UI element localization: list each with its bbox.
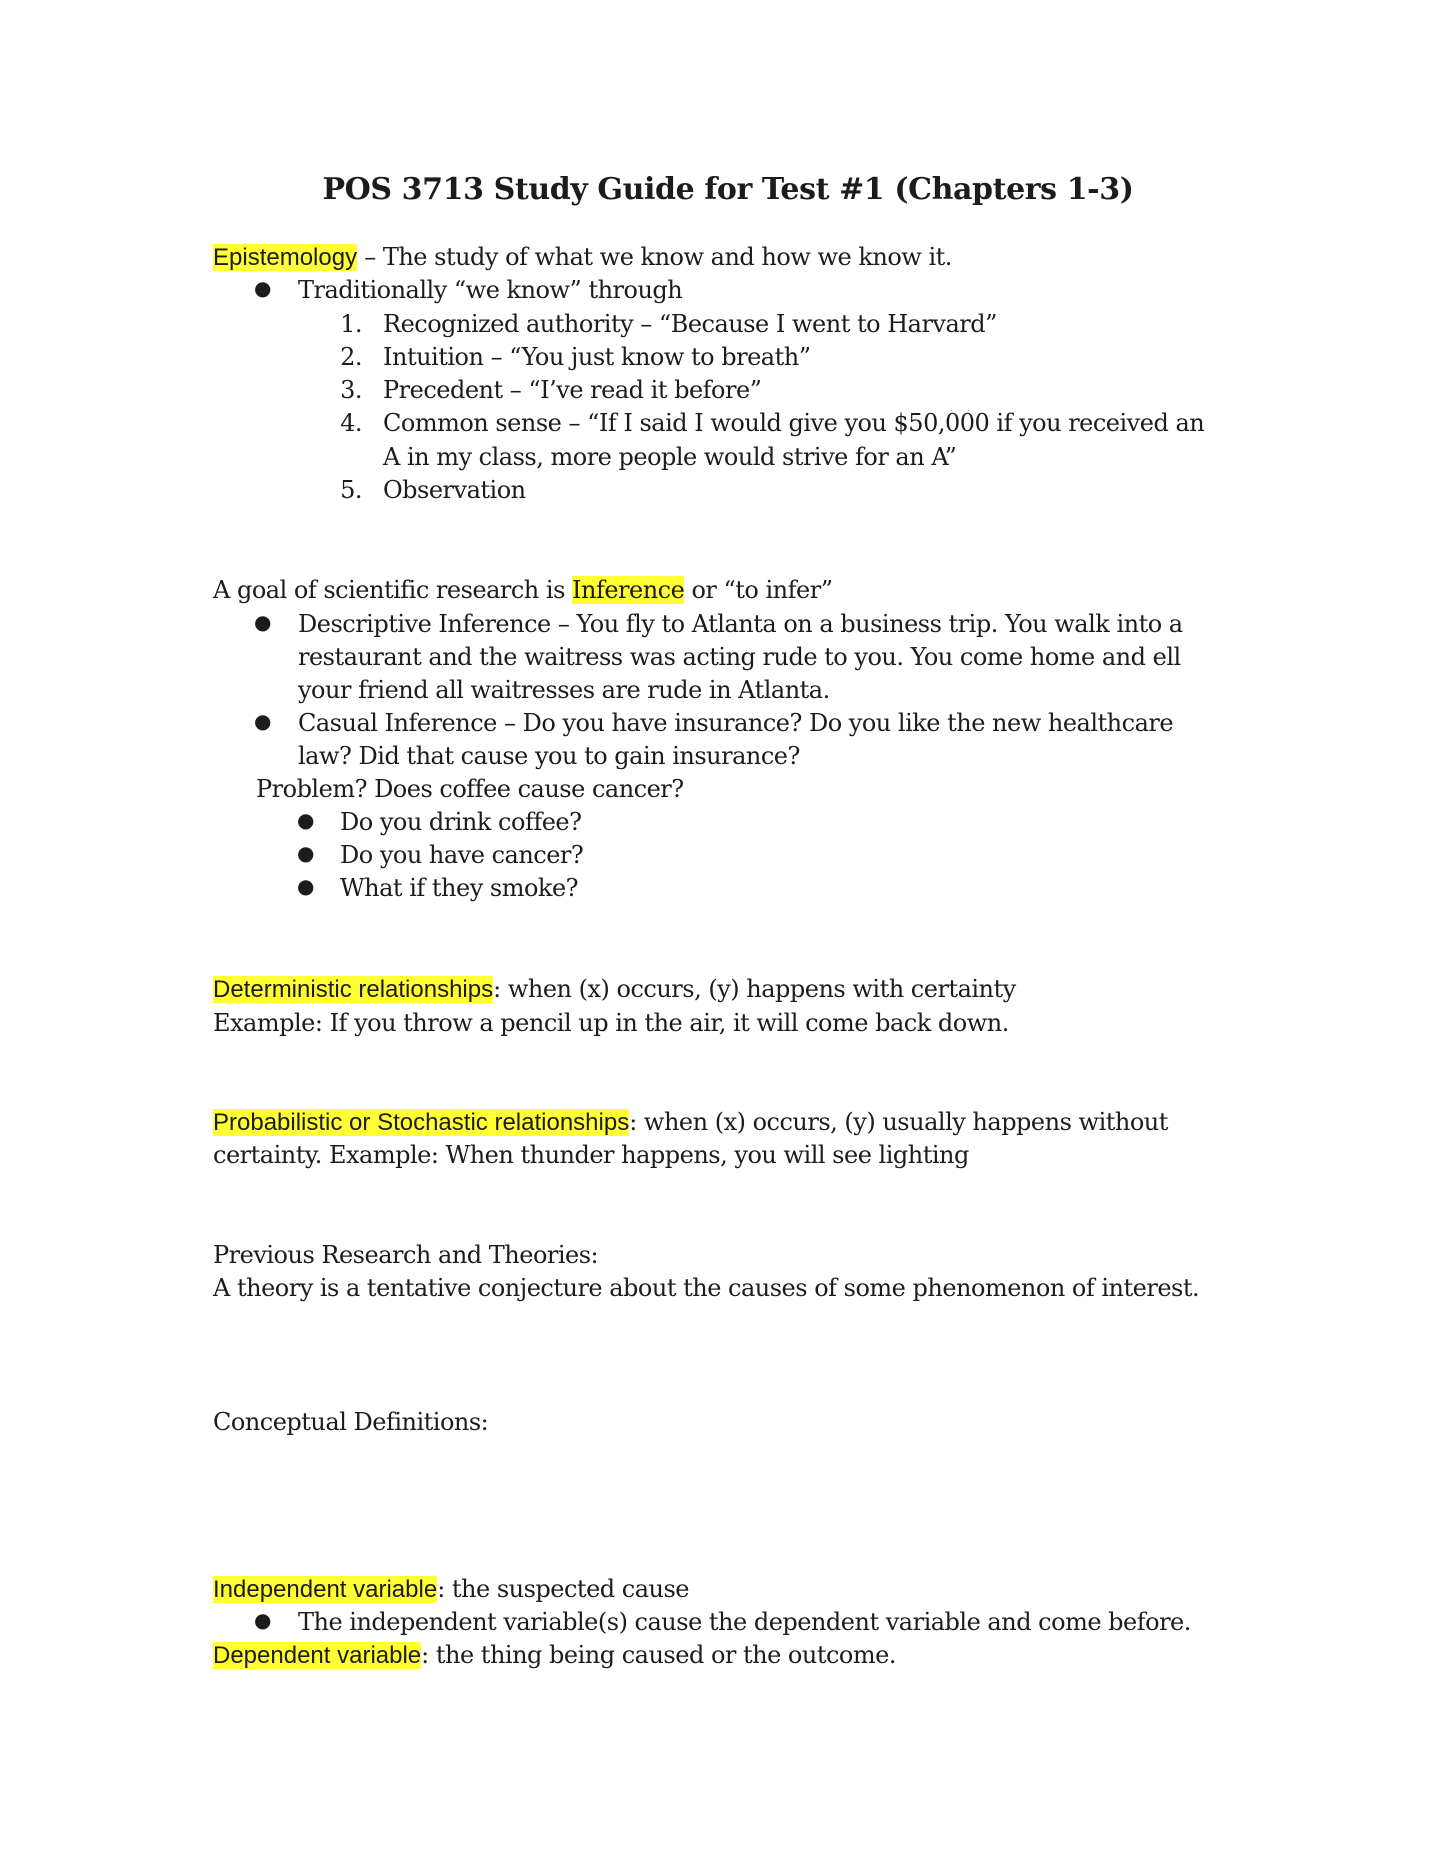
independent-variable-term: Independent variable [213,1576,438,1603]
inference-term: Inference [572,576,685,604]
deterministic-definition [213,973,1016,1006]
independent-variable-note: The independent variable(s) cause the dependent variable and come before. [298,1608,1191,1636]
probabilistic-term: Probabilistic or Stochastic relationships [213,1109,630,1136]
bullet-icon: ● [254,709,271,733]
deterministic-example: Example: If you throw a pencil up in the air, it will come back down. [213,1009,1009,1037]
descriptive-inference-line: Descriptive Inference – You fly to Atlanta on a business trip. You walk into a [298,610,1183,638]
probabilistic-def-text: : when (x) occurs, (y) usually happens without [629,1108,1168,1136]
list-item: Precedent – “I’ve read it before” [383,376,762,404]
probabilistic-example: certainty. Example: When thunder happens, you will see lighting [213,1141,969,1169]
list-number: 4. [340,409,362,437]
list-item: Common sense – “If I said I would give you $50,000 if you received an [383,409,1205,437]
theories-heading: Previous Research and Theories: [213,1241,599,1269]
epistemology-definition [213,241,952,274]
casual-inference-line: Casual Inference – Do you have insurance? Do you like the new healthcare [298,709,1174,737]
epistemology-term: Epistemology [213,244,358,271]
theory-definition: A theory is a tentative conjecture about the causes of some phenomenon of interest. [213,1274,1200,1302]
conceptual-definitions-heading: Conceptual Definitions: [213,1408,489,1436]
independent-variable-definition [213,1573,689,1606]
list-item-continuation: A in my class, more people would strive for an A” [383,443,957,471]
bullet-icon: ● [297,808,314,832]
epistemology-bullet: Traditionally “we know” through [298,276,683,304]
list-number: 5. [340,476,362,504]
independent-def-text: : the suspected cause [437,1575,689,1603]
list-number: 1. [340,310,362,338]
list-item: Recognized authority – “Because I went to Harvard” [383,310,997,338]
bullet-icon: ● [297,841,314,865]
page-title: POS 3713 Study Guide for Test #1 (Chapters 1-3) [322,172,1134,207]
epistemology-definition-text: – The study of what we know and how we know it. [357,243,952,271]
descriptive-inference-line: your friend all waitresses are rude in Atlanta. [298,676,830,704]
problem-item: What if they smoke? [340,874,579,902]
list-item: Intuition – “You just know to breath” [383,343,811,371]
bullet-icon: ● [254,276,271,300]
dependent-variable-definition [213,1639,896,1672]
bullet-icon: ● [254,610,271,634]
dependent-variable-term: Dependent variable [213,1642,422,1669]
bullet-icon: ● [254,1608,271,1632]
problem-question: Problem? Does coffee cause cancer? [256,775,684,803]
inference-intro-text: A goal of scientific research is [213,576,573,604]
probabilistic-definition [213,1106,1168,1139]
list-number: 2. [340,343,362,371]
descriptive-inference-line: restaurant and the waitress was acting rude to you. You come home and ell [298,643,1181,671]
inference-intro-suffix: or “to infer” [684,576,833,604]
list-number: 3. [340,376,362,404]
problem-item: Do you have cancer? [340,841,584,869]
deterministic-def-text: : when (x) occurs, (y) happens with certainty [493,975,1016,1003]
deterministic-term: Deterministic relationships [213,976,494,1003]
casual-inference-line: law? Did that cause you to gain insurance? [298,742,800,770]
list-item: Observation [383,476,526,504]
dependent-def-text: : the thing being caused or the outcome. [421,1641,896,1669]
inference-intro [213,574,832,607]
problem-item: Do you drink coffee? [340,808,582,836]
bullet-icon: ● [297,874,314,898]
